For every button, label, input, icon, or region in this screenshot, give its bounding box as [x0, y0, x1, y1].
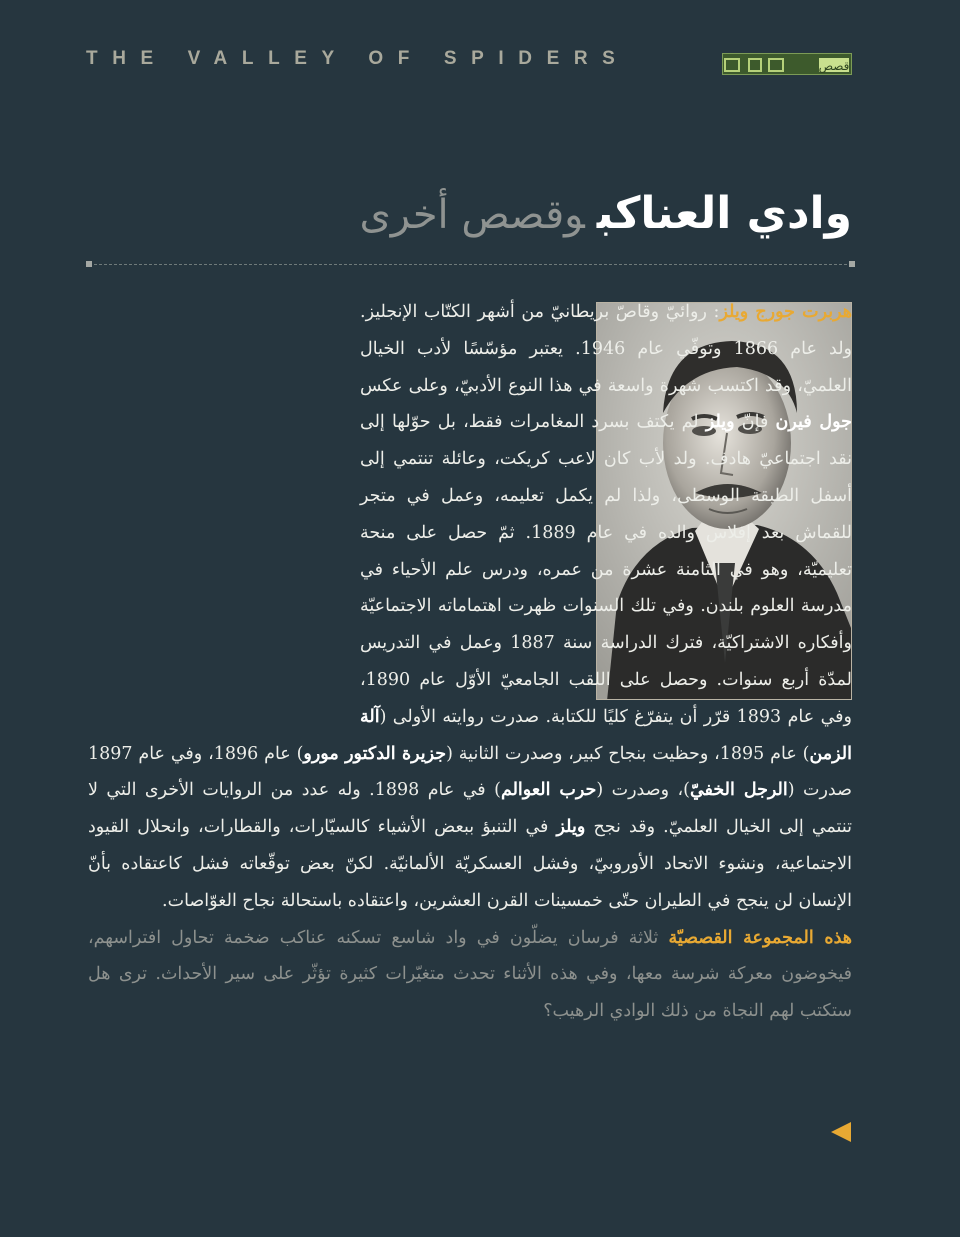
highlight-invisible-man: الرجل الخفيّ — [689, 780, 788, 801]
publisher-logo — [722, 53, 852, 75]
bio-text: في التنبؤ ببعض الأشياء كالسيّارات، والقطارات، وانحلال القيود الاجتماعية، ونشوء الاتحاد الأوروبيّ، وفشل العسكريّة الألمانيّة. لكنّ بعض توقّعاته فشل كاعتقاده بأنّ الإنسان لن ينجح في الطيران حتّى خمسينات القرن العشرين، واعتقاده باستحالة نجاح الغوّاصات. — [88, 817, 852, 911]
collection-lead: هذه المجموعة القصصيّة — [668, 927, 853, 948]
triangle-left-icon[interactable] — [831, 1122, 851, 1142]
divider-dot — [849, 261, 855, 267]
bio-text: ) في عام 1898. وله عدد من الروايات الأخرى التي لا تنتمي إلى الخيال العلميّ. وقد نجح — [88, 780, 852, 838]
highlight-time-machine: آلة الزمن — [360, 706, 852, 764]
header-divider — [89, 264, 852, 265]
highlight-wells: ويلز — [556, 817, 586, 838]
title-sub: وقصص أخرى — [359, 192, 585, 238]
portrait-spacer — [88, 294, 360, 706]
bio-text: فإنّ — [734, 412, 776, 433]
highlight-moreau: جزيرة الدكتور مورو — [303, 743, 447, 764]
highlight-wells: ويلز — [705, 412, 735, 433]
book-title — [359, 188, 852, 239]
collection-text: ثلاثة فرسان يضلّون في واد شاسع تسكنه عناكب ضخمة تحاول افتراسهم، فيخوضون معركة شرسة معها، وفي هذه الأثناء تحدث متغيّرات كثيرة تؤثّر على سير الأحداث. ترى هل ستكتب لهم النجاة من ذلك الوادي الرهيب؟ — [88, 927, 852, 1022]
bio-text: ) عام 1895، وحظيت بنجاح كبير، وصدرت الثانية ( — [446, 743, 810, 764]
series-title: THE VALLEY OF SPIDERS — [86, 48, 630, 69]
bio-text: )، وصدرت ( — [596, 780, 690, 801]
logo-text: قصص — [818, 59, 850, 73]
bio-text: : روائيّ وقاصّ بريطانيّ من أشهر الكتّاب الإنجليز. ولد عام 1866 وتوفّي عام 1946. يعتبر مؤسّسًا لأدب الخيال العلميّ، وقد اكتسب شهرة واسعة في هذا النوع الأدبيّ، وعلى عكس — [360, 302, 852, 396]
highlight-verne: جول فيرن — [775, 412, 852, 433]
divider-dot — [86, 261, 92, 267]
title-main: وادي العناكب — [596, 188, 852, 239]
highlight-war-of-worlds: حرب العوالم — [500, 780, 597, 801]
bio-text: لم يكتف بسرد المغامرات فقط، بل حوّلها إلى نقد اجتماعيّ هادف. ولد لأب كان لاعب كريكت، وعائلة تنتمي إلى أسفل الطبقة الوسطى، ولذا لم يكمل تعليمه، وعمل في متجر للقماش بعد إفلاس والده في عام 1889. ثمّ حصل على منحة تعليميّة، وهو في الثامنة عشرة من عمره، ودرس علم الأحياء في مدرسة العلوم بلندن. وفي تلك السنوات ظهرت اهتماماته الاجتماعيّة وأفكاره الاشتراكيّة، فترك الدراسة سنة 1887 وعمل في التدريس لمدّة أربع سنوات. وحصل على اللقب الجامعيّ الأوّل عام 1890، وفي عام 1893 قرّر أن يتفرّغ كليًا للكتابة. صدرت روايته الأولى ( — [360, 412, 853, 727]
collection-intro — [88, 920, 852, 1030]
author-name: هربرت جورج ويلز — [719, 302, 853, 322]
bio-text: ) عام 1896، وفي عام 1897 صدرت ( — [88, 743, 852, 801]
article-body — [88, 294, 852, 1030]
